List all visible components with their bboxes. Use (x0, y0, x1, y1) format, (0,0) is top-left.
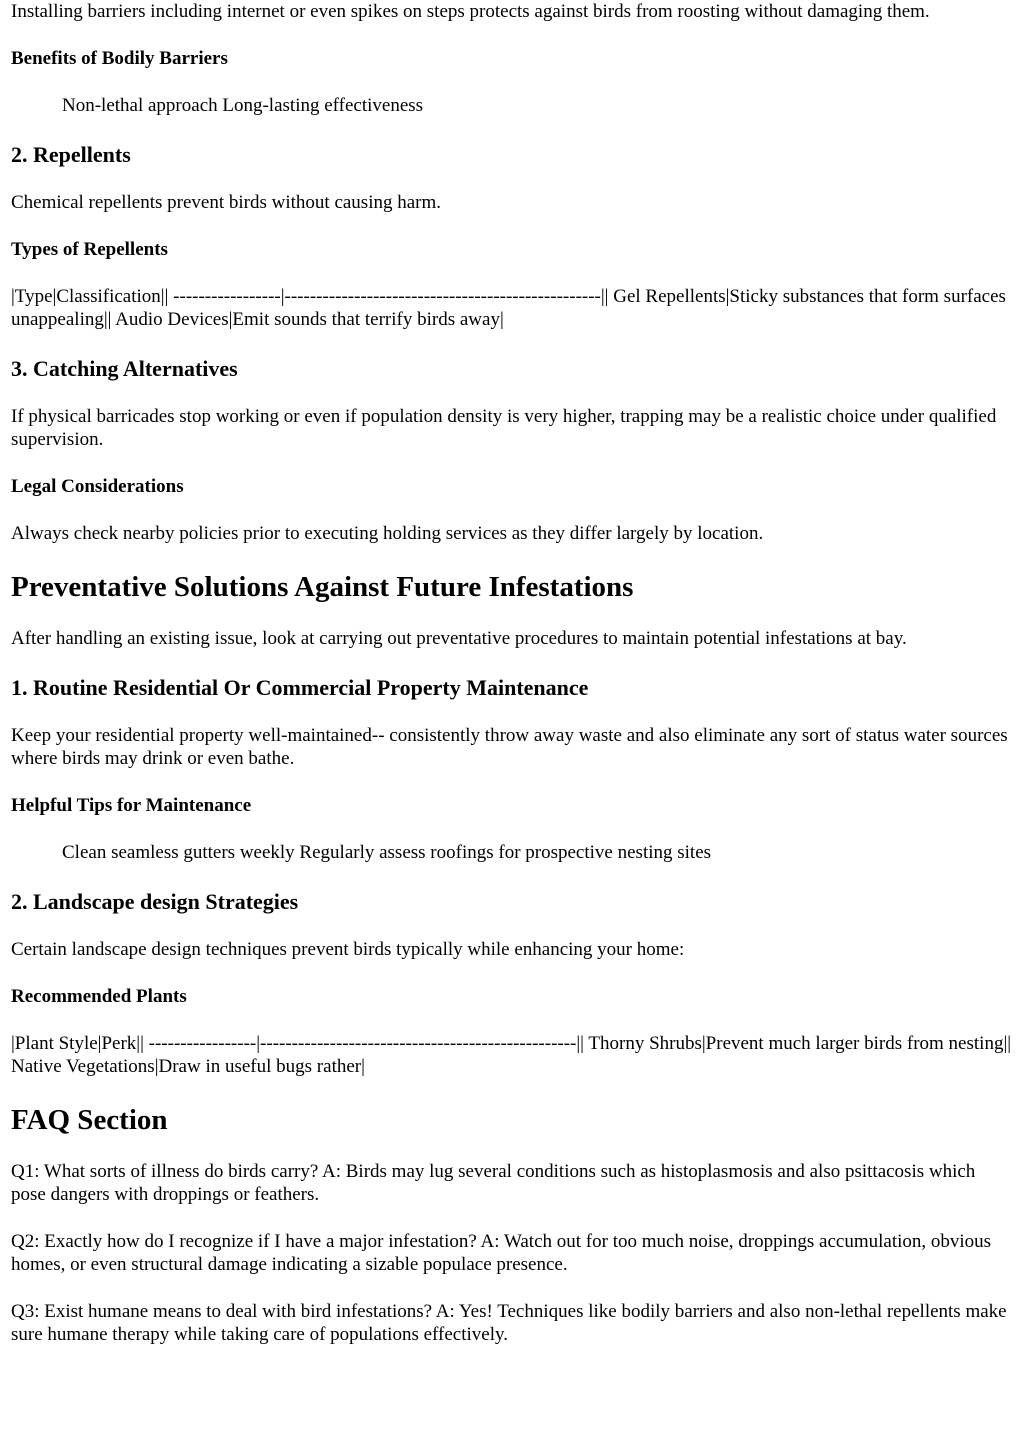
faq-heading: FAQ Section (11, 1104, 168, 1136)
repellents-paragraph: Chemical repellents prevent birds without causing harm. (11, 192, 442, 213)
faq-item: Q2: Exactly how do I recognize if I have a major infestation? A: Watch out for too much noise, droppings accumulation, obvious homes, or even structural damage indicating a sizable populace presence. (11, 1231, 992, 1275)
landscape-paragraph: Certain landscape design techniques prevent birds typically while enhancing your home: (11, 939, 685, 960)
maintenance-tips-heading: Helpful Tips for Maintenance (11, 795, 252, 816)
catching-alternatives-heading: 3. Catching Alternatives (11, 356, 238, 381)
landscape-heading: 2. Landscape design Strategies (11, 889, 299, 914)
catching-paragraph: If physical barricades stop working or even if population density is very higher, trapping may be a realistic choice under qualified supervision. (11, 406, 997, 450)
benefits-list: Non-lethal approach Long-lasting effectiveness (62, 95, 424, 116)
maintenance-paragraph: Keep your residential property well-maintained-- consistently throw away waste and also eliminate any sort of status water sources where birds may drink or even bathe. (11, 725, 1008, 769)
faq-item: Q3: Exist humane means to deal with bird infestations? A: Yes! Techniques like bodily barriers and also non-lethal repellents make sure humane therapy while taking care of populations effectively. (11, 1301, 1007, 1345)
repellents-heading: 2. Repellents (11, 142, 131, 167)
types-of-repellents-heading: Types of Repellents (11, 239, 168, 260)
plants-table-text: |Plant Style|Perk|| -----------------|--------------------------------------------------|| Thorny Shrubs|Prevent much larger birds from nesting|| Native Vegetations|Draw in useful bugs rather| (11, 1033, 1012, 1077)
preventative-solutions-heading: Preventative Solutions Against Future Infestations (11, 571, 634, 603)
repellents-table-text: |Type|Classification|| -----------------|--------------------------------------------------|| Gel Repellents|Sticky substances that form surfaces unappealing|| Audio Devices|Emit sounds that terrify birds away| (11, 286, 1006, 330)
faq-item: Q1: What sorts of illness do birds carry? A: Birds may lug several conditions such as histoplasmosis and also psittacosis which pose dangers with droppings or feathers. (11, 1161, 976, 1205)
legal-considerations-heading: Legal Considerations (11, 476, 184, 497)
legal-paragraph: Always check nearby policies prior to executing holding services as they differ largely by location. (11, 523, 764, 544)
benefits-heading: Benefits of Bodily Barriers (11, 48, 228, 69)
recommended-plants-heading: Recommended Plants (11, 986, 187, 1007)
preventative-paragraph: After handling an existing issue, look at carrying out preventative procedures to maintain potential infestations at bay. (11, 628, 907, 649)
maintenance-heading: 1. Routine Residential Or Commercial Property Maintenance (11, 675, 589, 700)
maintenance-tips-list: Clean seamless gutters weekly Regularly assess roofings for prospective nesting sites (62, 842, 712, 863)
intro-paragraph: Installing barriers including internet or even spikes on steps protects against birds from roosting without damaging them. (11, 1, 930, 22)
